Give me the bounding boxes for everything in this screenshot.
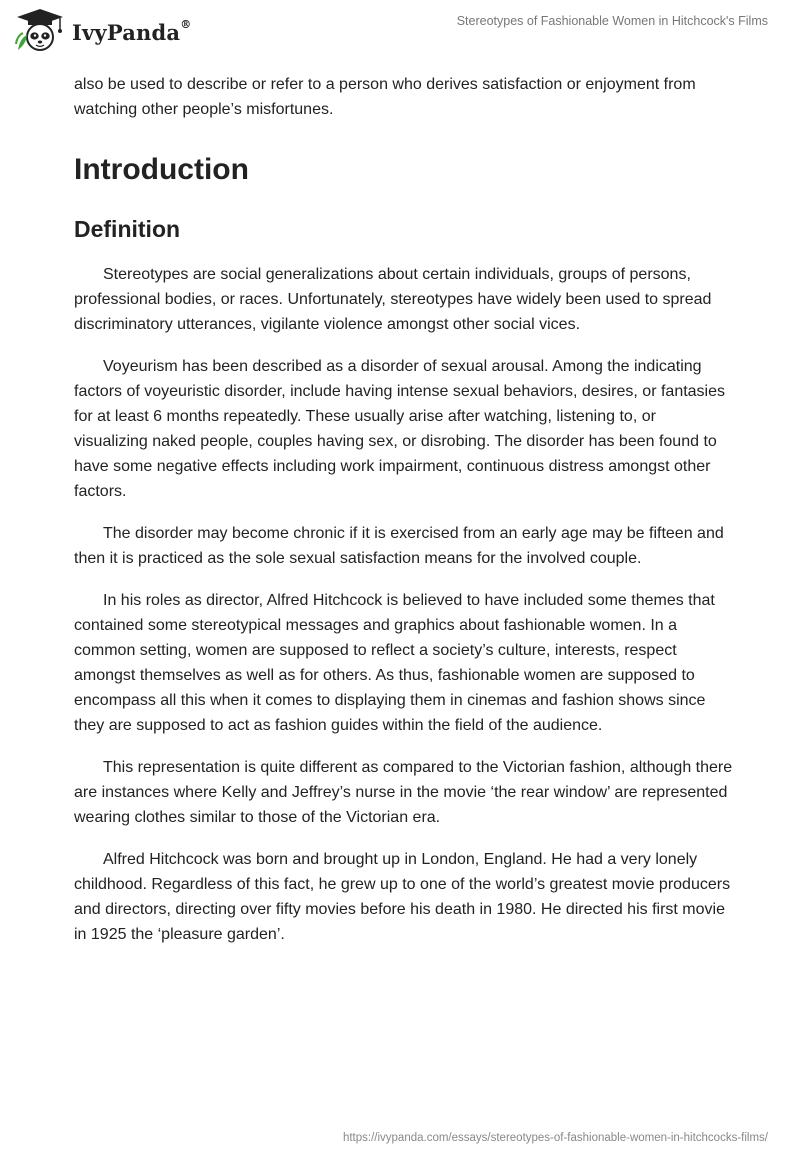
lead-paragraph: also be used to describe or refer to a person who derives satisfaction or enjoyment from watching other people’s misfortunes. — [74, 76, 696, 118]
body-paragraph: This representation is quite different as compared to the Victorian fashion, although there are instances where Kelly and Jeffrey’s nurse in the movie ‘the rear window’ are represented wearing clothes similar to those of the Victorian era. — [74, 759, 733, 826]
subsection-heading: Definition — [74, 216, 181, 242]
page-header — [0, 0, 800, 60]
body-paragraph: Alfred Hitchcock was born and brought up in London, England. He had a very lonely childhood. Regardless of this fact, he grew up to one of the world’s greatest movie producers and directors, directing over fifty movies before his death in 1980. He directed his first movie in 1925 the ‘pleasure garden’. — [74, 851, 731, 943]
body-paragraph: The disorder may become chronic if it is exercised from an early age may be fifteen and then it is practiced as the sole sexual satisfaction means for the involved couple. — [74, 525, 724, 567]
section-heading: Introduction — [74, 153, 249, 186]
logo-wordmark: IvyPanda® — [72, 17, 192, 45]
body-paragraph: Voyeurism has been described as a disorder of sexual arousal. Among the indicating factors of voyeuristic disorder, include having intense sexual behaviors, desires, or fantasies for at least 6 months repeatedly. These usually arise after watching, listening to, or visualizing naked people, couples having sex, or disrobing. The disorder has been found to have some negative effects including work impairment, continuous distress amongst other factors. — [74, 358, 726, 500]
document-title: Stereotypes of Fashionable Women in Hitchcock's Films — [456, 14, 768, 28]
body-paragraph: Stereotypes are social generalizations about certain individuals, groups of persons, professional bodies, or races. Unfortunately, stereotypes have widely been used to spread discriminatory utterances, vigilante violence amongst other social vices. — [74, 266, 712, 333]
ivypanda-logo[interactable] — [14, 8, 191, 52]
source-url[interactable]: https://ivypanda.com/essays/stereotypes-of-fashionable-women-in-hitchcocks-films/ — [342, 1132, 768, 1144]
panda-graduate-icon — [14, 8, 66, 52]
body-paragraph: In his roles as director, Alfred Hitchcock is believed to have included some themes that contained some stereotypical messages and graphics about fashionable women. In a common setting, women are supposed to reflect a society’s culture, interests, respect amongst themselves as well as for others. As thus, fashionable women are supposed to encompass all this when it comes to displaying them in cinemas and fashion shows since they are supposed to act as fashion guides within the field of the audience. — [74, 592, 715, 734]
essay-body — [74, 72, 734, 964]
